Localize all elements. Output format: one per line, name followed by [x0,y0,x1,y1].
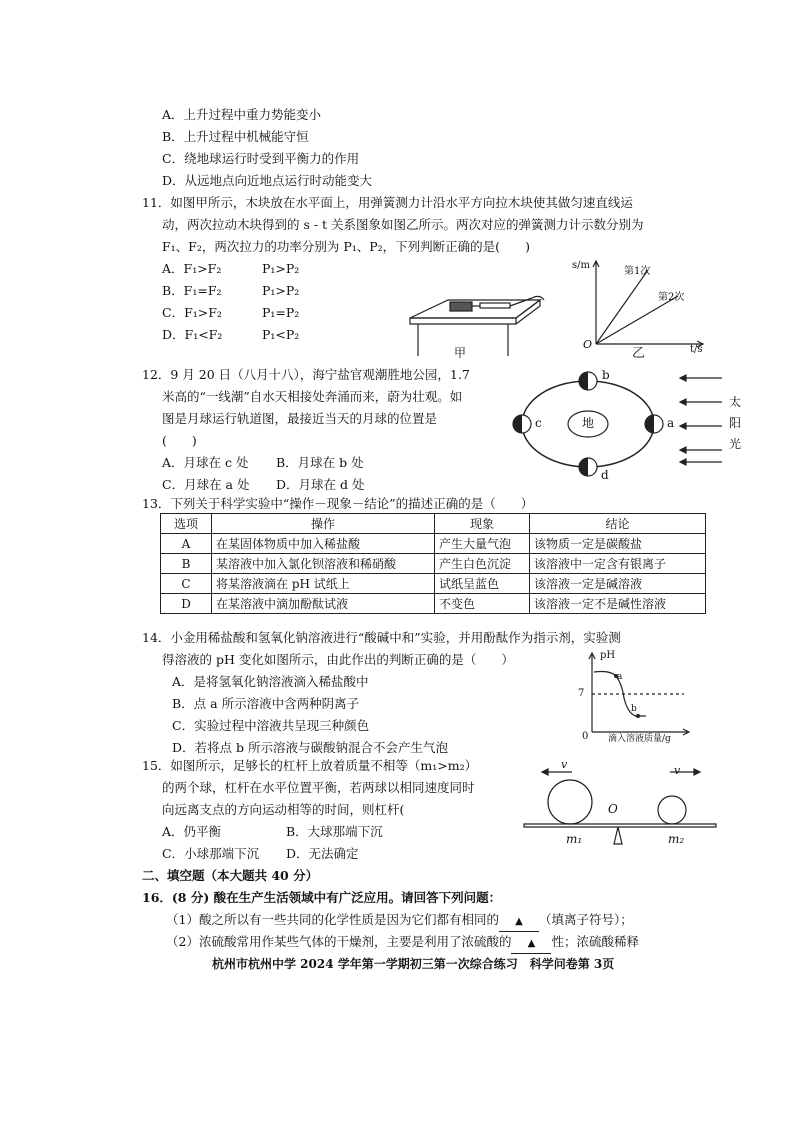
table-cell: 该物质一定是碳酸盐 [530,534,706,554]
table-cell: 将某溶液滴在 pH 试纸上 [212,574,435,594]
q12-stem-line2: 米高的“一线潮”自水天相接处奔涌而来，蔚为壮观。如 [162,389,463,404]
table-row [161,554,706,574]
q16-blank-2[interactable] [511,933,551,954]
q13-stem: 13．下列关于科学实验中“操作－现象－结论”的描述正确的是（ ） [142,496,534,511]
q16-stem: 16．(8 分) 酸在生产生活领域中有广泛应用。请回答下列问题： [142,890,502,905]
q11-option-b-f: B．F₁=F₂ [162,283,222,298]
q14-stem-line2: 得溶液的 pH 变化如图所示，由此作出的判断正确的是（ ） [162,652,514,667]
q12-option-c: C．月球在 a 处 [162,477,250,492]
moon-a-icon [645,415,663,433]
q11-option-b-p: P₁>P₂ [262,283,300,298]
q14-graph-seven: 7 [578,688,585,699]
table-cell: 产生白色沉淀 [435,554,530,574]
q14-stem-line1: 14．小金用稀盐酸和氢氧化钠溶液进行“酸碱中和”实验，并用酚酞作为指示剂，实验测 [142,630,621,645]
q12-orbit-diagram [510,362,740,490]
header-operation: 操作 [212,514,435,534]
graph-line-1 [596,270,648,344]
table-cell: 不变色 [435,594,530,614]
q12-option-a: A．月球在 c 处 [162,455,249,470]
table-cell: 产生大量气泡 [435,534,530,554]
small-ball-icon [658,796,686,824]
q14-option-a: A．是将氢氧化钠溶液滴入稀盐酸中 [172,674,369,689]
q12-sun-label-1: 太 [729,395,742,409]
header-conclusion: 结论 [530,514,706,534]
q14-option-c: C．实验过程中溶液共呈现三种颜色 [172,718,370,733]
q15-fulcrum-label: O [608,802,618,816]
q13-table [160,513,706,614]
q16-part2 [166,933,639,954]
q15-stem-line1: 15．如图所示，足够长的杠杆上放着质量不相等（m₁>m₂） [142,758,478,773]
table-row [161,594,706,614]
header-phenomenon: 现象 [435,514,530,534]
q11-option-a-p: P₁>P₂ [262,261,300,276]
q15-option-a: A．仍平衡 [162,824,222,839]
q11-graph-origin: O [583,338,593,351]
moon-d-icon [579,458,597,476]
table-cell: 该溶液一定不是碱性溶液 [530,594,706,614]
q15-option-d: D．无法确定 [286,846,359,861]
table-cell: 某溶液中加入氯化钡溶液和稀硝酸 [212,554,435,574]
table-cell: 试纸呈蓝色 [435,574,530,594]
q15-option-b: B．大球那端下沉 [286,824,383,839]
q11-option-a-f: A．F₁>F₂ [162,261,222,276]
q16-blank-1[interactable] [499,911,539,932]
q12-sun-label-2: 阳 [729,416,742,430]
q15-lever-diagram [522,758,722,854]
q14-graph-point-a-label: a [617,672,623,682]
table-cell: A [161,534,212,554]
q11-stem-line3: F₁、F₂，两次拉力的功率分别为 P₁、P₂，下列判断正确的是( ) [162,239,530,254]
blank-marker: ▲ [527,938,536,949]
q11-option-c-p: P₁=P₂ [262,305,300,320]
header-option: 选项 [161,514,212,534]
q16-part2-tail: 性；浓硫酸稀释 [551,934,639,949]
q11-stem-line1: 11．如图甲所示，木块放在水平面上，用弹簧测力计沿水平方向拉木块使其做匀速直线运 [142,195,633,210]
q11-stem-line2: 动，两次拉动木块得到的 s - t 关系图象如图乙所示。两次对应的弹簧测力计示数分别为 [162,217,644,232]
table-row [161,534,706,554]
moon-c-icon [513,415,531,433]
blank-marker: ▲ [515,916,523,927]
q12-option-d: D．月球在 d 处 [276,477,365,492]
table-header-row [161,514,706,534]
q11-option-d-p: P₁<P₂ [262,327,300,342]
sunlight-arrows-icon [680,375,722,465]
q14-graph-point-b-label: b [631,704,637,714]
fulcrum-icon [614,827,622,844]
q15-stem-line3: 向远离支点的方向运动相等的时间，则杠杆( [162,802,405,817]
q15-option-c: C．小球那端下沉 [162,846,260,861]
q11-figure-jia [408,290,548,360]
table-cell: 在某固体物质中加入稀盐酸 [212,534,435,554]
q12-option-b: B．月球在 b 处 [276,455,364,470]
q16-part2-text: （2）浓硫酸常用作某些气体的干燥剂，主要是利用了浓硫酸的 [166,934,512,949]
q12-moon-a-label: a [667,416,675,430]
q11-option-d-f: D．F₁<F₂ [162,327,223,342]
q16-part1-tail: （填离子符号）； [538,912,633,927]
q11-figure-jia-label: 甲 [454,346,467,360]
lever-icon [524,824,716,827]
q11-figure-yi-label: 乙 [632,346,646,361]
q14-graph-xlabel: 滴入溶液质量/g [608,734,671,744]
q11-graph-line1-label: 第1次 [624,266,651,277]
q10-option-c: C．绕地球运行时受到平衡力的作用 [162,151,360,166]
table-cell: 在某溶液中滴加酚酞试液 [212,594,435,614]
q12-moon-c-label: c [535,416,542,430]
q16-part1-text: （1）酸之所以有一些共同的化学性质是因为它们都有相同的 [166,912,499,927]
graph-line-2 [596,296,678,344]
q15-stem-line2: 的两个球，杠杆在水平位置平衡，若两球以相同速度同时 [162,780,475,795]
q16-part1 [166,911,633,932]
page-footer: 杭州市杭州中学 2024 学年第一学期初三第一次综合练习 科学问卷第 3页 [212,957,615,971]
q14-ph-graph [576,648,706,744]
q12-moon-d-label: d [601,468,609,482]
q15-v-left: v [561,758,568,771]
q12-moon-b-label: b [602,368,610,382]
q11-option-c-f: C．F₁>F₂ [162,305,222,320]
table-row [161,574,706,594]
q12-stem-line1: 12．9 月 20 日（八月十八），海宁盐官观潮胜地公园，1.7 [142,367,470,382]
moon-b-icon [579,372,597,390]
q14-graph-origin: 0 [582,731,589,742]
table-cell: D [161,594,212,614]
q11-graph-ylabel: s/m [572,260,590,271]
q10-option-b: B．上升过程中机械能守恒 [162,129,309,144]
table-cell: 该溶液一定是碱溶液 [530,574,706,594]
big-ball-icon [548,780,592,824]
q12-sun-label-3: 光 [729,437,742,451]
point-b [636,714,640,718]
q15-m1-label: m₁ [566,832,583,846]
q10-option-a: A．上升过程中重力势能变小 [162,107,322,122]
q11-graph-line2-label: 第2次 [658,292,685,303]
q12-stem-line3: 图是月球运行轨道图，最接近当天的月球的位置是 [162,411,438,426]
section-2-title: 二、填空题（本大题共 40 分） [142,868,319,883]
q15-m2-label: m₂ [668,832,685,846]
q14-option-b: B．点 a 所示溶液中含两种阴离子 [172,696,360,711]
q11-graph-xlabel: t/s [690,344,703,355]
q14-option-d: D．若将点 b 所示溶液与碳酸钠混合不会产生气泡 [172,740,448,755]
q10-option-d: D．从远地点向近地点运行时动能变大 [162,173,373,188]
table-cell: 该溶液中一定含有银离子 [530,554,706,574]
q12-earth-label: 地 [582,416,595,430]
q14-graph-ylabel: pH [600,650,616,661]
q12-stem-line4: ( ) [162,433,197,448]
table-cell: C [161,574,212,594]
q15-v-right: v [674,764,681,777]
table-cell: B [161,554,212,574]
